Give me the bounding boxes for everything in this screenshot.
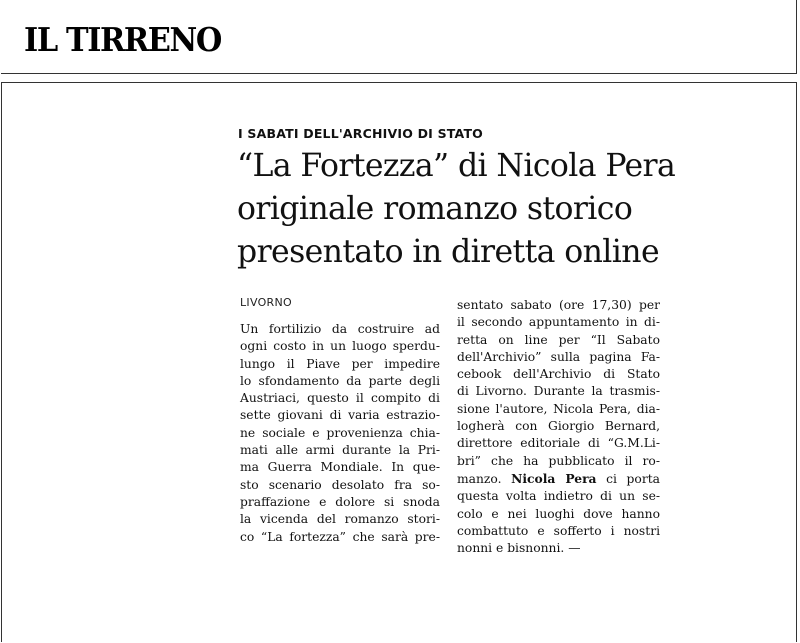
author-name-bold: Nicola Pera <box>511 470 597 486</box>
body-text: ci porta <box>606 471 660 486</box>
body-line: sette giovani di varia estrazio- <box>240 408 440 423</box>
article-column-2 <box>457 297 660 557</box>
body-line: ma Guerra Mondiale. In que- <box>240 460 440 475</box>
article-dateline: LIVORNO <box>240 296 292 309</box>
body-line: direttore editoriale di “G.M.Li- <box>457 436 660 451</box>
body-line: Un fortilizio da costruire ad <box>240 322 440 336</box>
headline-line: “La Fortezza” di Nicola Pera <box>237 148 676 184</box>
body-line: sione l'autore, Nicola Pera, dia- <box>457 401 660 416</box>
body-line: mati alle armi durante la Pri- <box>240 443 440 458</box>
headline-line: presentato in diretta online <box>237 234 659 270</box>
body-line: sto scenario desolato fra so- <box>240 477 440 492</box>
headline-line: originale romanzo storico <box>237 191 633 227</box>
body-line: combattuto e sofferto i nostri <box>457 523 660 538</box>
body-line: il secondo appuntamento in di- <box>457 315 660 330</box>
body-line: lungo il Piave per impedire <box>240 356 440 371</box>
article-headline <box>237 145 677 274</box>
body-line: logherà con Giorgio Bernard, <box>457 419 660 434</box>
body-line: lo sfondamento da parte degli <box>240 373 440 388</box>
body-line: questa volta indietro di un se- <box>457 489 660 504</box>
body-line: bri” che ha pubblicato il ro- <box>457 453 660 468</box>
article-column-1 <box>240 321 440 546</box>
body-line: ne sociale e provenienza chia- <box>240 425 440 440</box>
body-line: la vicenda del romanzo stori- <box>240 512 440 527</box>
body-line: ogni costo in un luogo sperdu- <box>240 339 440 354</box>
body-line: cebook dell'Archivio di Stato <box>457 367 660 382</box>
body-line: colo e nei luoghi dove hanno <box>457 506 660 521</box>
body-line-mixed <box>457 470 660 488</box>
body-line: nonni e bisnonni. — <box>457 541 581 556</box>
body-line: praffazione e dolore si snoda <box>240 494 440 509</box>
body-line: Austriaci, questo il compito di <box>240 391 440 406</box>
newspaper-masthead: IL TIRRENO <box>24 20 221 59</box>
body-line: di Livorno. Durante la trasmis- <box>457 384 660 399</box>
body-line: co “La fortezza” che sarà pre- <box>240 529 440 544</box>
body-line: dell'Archivio” sulla pagina Fa- <box>457 349 660 364</box>
article-kicker: I SABATI DELL'ARCHIVIO DI STATO <box>238 126 483 141</box>
body-text: manzo. <box>457 471 502 486</box>
body-line: retta on line per “Il Sabato <box>457 332 660 347</box>
body-line: sentato sabato (ore 17,30) per <box>457 298 660 312</box>
